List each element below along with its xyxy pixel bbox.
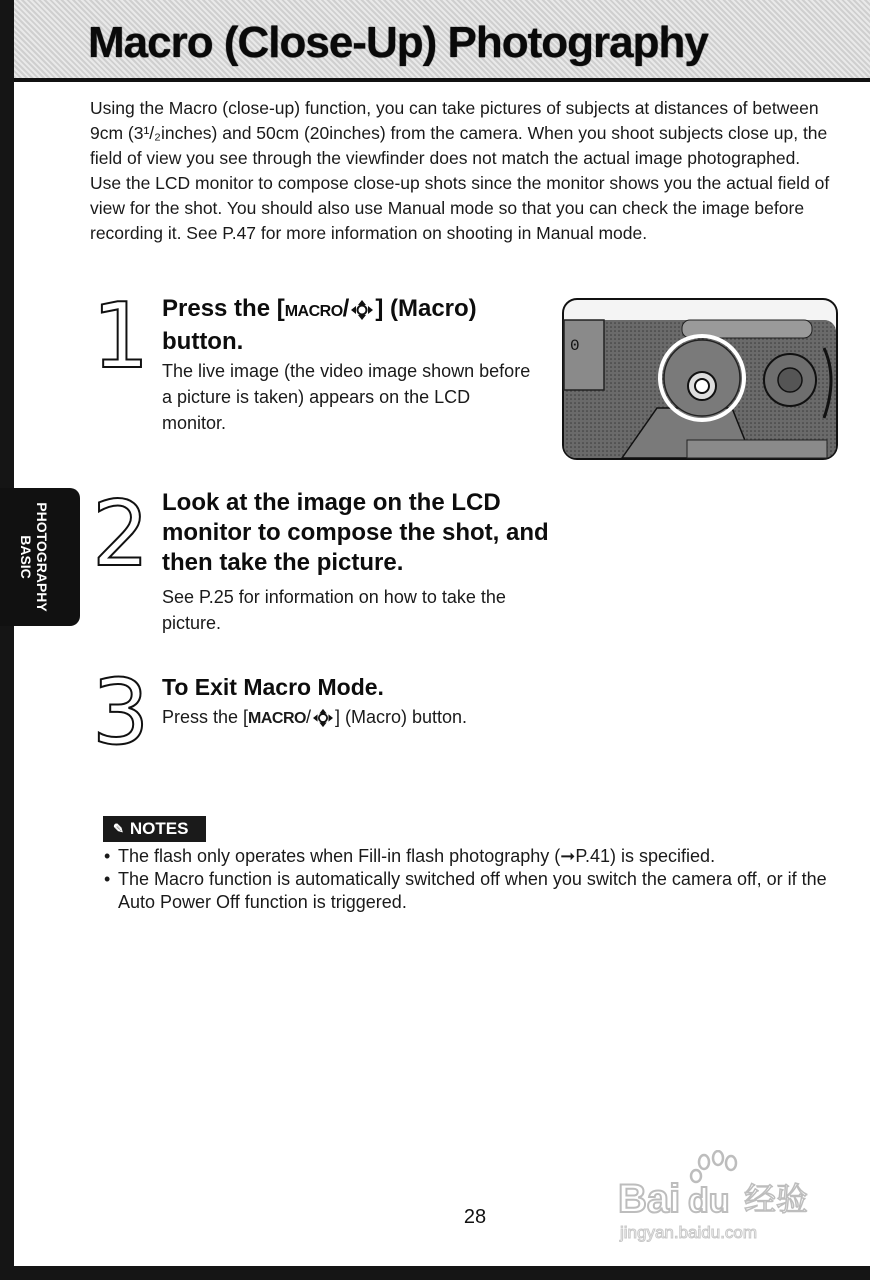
step-1-heading-post: ] (Macro) button.	[162, 295, 477, 355]
step-1-heading-pre: Press the [	[162, 295, 285, 322]
note-item: • The flash only operates when Fill-in flash photography (➞P.41) is specified.	[104, 845, 844, 868]
step-1-heading	[162, 294, 522, 357]
step-3-heading: To Exit Macro Mode.	[162, 674, 384, 700]
notes-badge	[103, 816, 206, 842]
camera-back-illustration	[562, 298, 838, 460]
camera-dial-label: 0	[570, 337, 580, 355]
macro-button-label-2: MACRO	[248, 710, 306, 727]
page-bottom-edge	[0, 1266, 870, 1280]
macro-arrows-icon-2	[311, 708, 335, 728]
macro-slash-2: /	[305, 707, 311, 727]
intro-paragraph: Using the Macro (close-up) function, you can take pictures of subjects at distances of between 9cm (3¹/₂inches) and 50cm (20inches) from the camera. When you shoot subjects close up, the field of view you see through the viewfinder does not match the actual image photographed. Use the LCD monitor to compose close-up shots since the monitor shows you the actual field of view for the shot. You should also use Manual mode so that you can check the image before recording it. See P.47 for more information on shooting in Manual mode.	[90, 98, 830, 243]
step-3-body-pre: Press the [	[162, 707, 249, 727]
side-tab-label	[18, 495, 50, 619]
macro-arrows-icon	[349, 299, 375, 321]
watermark-brand-du: du	[688, 1182, 730, 1220]
side-tab-line-2: PHOTOGRAPHY	[34, 502, 50, 612]
step-1-body: The live image (the video image shown before a picture is taken) appears on the LCD monitor.	[162, 361, 531, 433]
page-left-edge	[0, 0, 14, 1280]
notes-list	[104, 845, 844, 914]
page-title: Macro (Close-Up) Photography	[88, 18, 708, 67]
watermark-brand: Bai	[618, 1177, 681, 1221]
macro-button-label: MACRO	[284, 303, 343, 320]
step-3-body	[162, 704, 562, 732]
macro-slash: /	[342, 295, 350, 322]
step-2-heading: Look at the image on the LCD monitor to compose the shot, and then take the picture.	[162, 489, 549, 576]
note-item: • The Macro function is automatically switched off when you switch the camera off, or if the Auto Power Off function is triggered.	[104, 868, 844, 914]
pencil-icon: ✎	[113, 821, 124, 836]
side-tab-line-1: BASIC	[18, 535, 34, 579]
step-3-body-post: ] (Macro) button.	[335, 707, 468, 727]
page-number: 28	[463, 1206, 487, 1228]
notes-label: NOTES	[129, 819, 189, 838]
baidu-watermark-logo	[616, 1150, 836, 1245]
watermark-url: jingyan.baidu.com	[620, 1223, 758, 1242]
step-2-body: See P.25 for information on how to take the picture.	[162, 587, 506, 633]
step-2-number: 2	[92, 482, 150, 587]
step-3-number: 3	[92, 660, 150, 765]
watermark-brand-cn: 经验	[744, 1180, 809, 1218]
step-1-number: 1	[92, 284, 150, 389]
